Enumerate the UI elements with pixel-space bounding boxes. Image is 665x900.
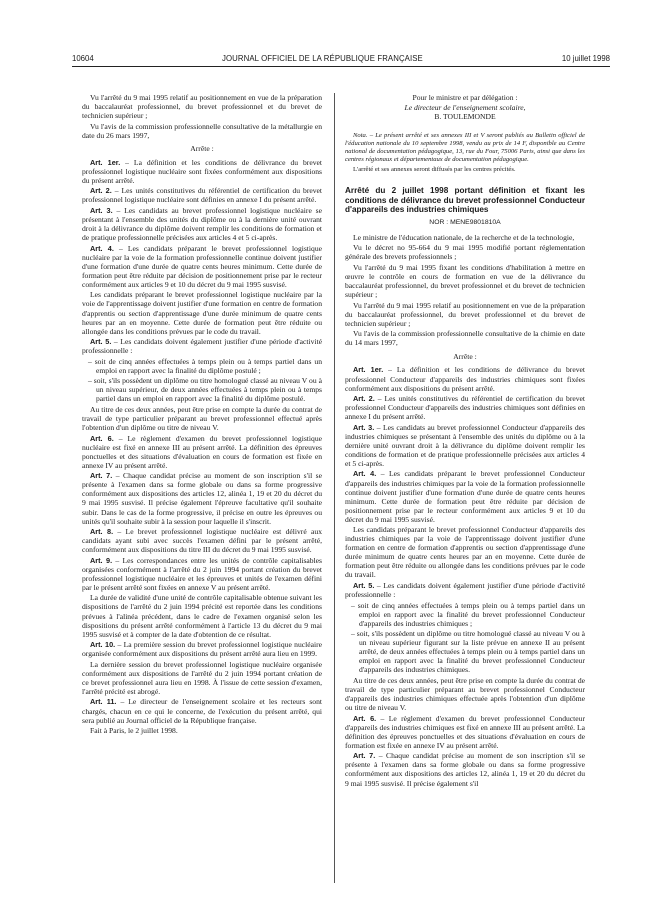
signature-line: Pour le ministre et par délégation : [412, 93, 518, 102]
visa-paragraph: Vu le décret no 95-664 du 9 mai 1995 modifié portant réglementation générale des brevets professionnels ; [345, 243, 585, 262]
article-label: Art. 4. [90, 243, 114, 253]
decree-title: Arrêté du 2 juillet 1998 portant définition et fixant les conditions de délivrance du brevet professionnel Conducteur d'appareils des industries chimiques [345, 186, 585, 215]
article-label: Art. 7. [353, 751, 376, 761]
article-8: Art. 8. – Le brevet professionnel logistique nucléaire est délivré aux candidats ayant subi avec succès l'examen défini par le présent arrêté, conformément aux dispositions du titre III du décret du 9 mai 1995 susvisé. [82, 527, 322, 555]
left-column [82, 93, 322, 737]
visa-paragraph: Le ministre de l'éducation nationale, de la recherche et de la technologie, [353, 232, 575, 242]
page-number: 10604 [72, 54, 94, 63]
article-10-paragraph: La dernière session du brevet professionnel logistique nucléaire organisée conformément aux dispositions de l'arrêté du 2 juin 1994 portant création de ce brevet professionnel aura lieu en 1998. À l'issue de cette session d'examen, l'arrêté précité est abrogé. [82, 659, 322, 696]
signature-place-date: Fait à Paris, le 2 juillet 1998. [90, 726, 178, 736]
article-6: Art. 6. – Le règlement d'examen du brevet professionnel logistique nucléaire est fixé en annexe III au présent arrêté. La définition des épreuves ponctuelles et des situations d'évaluation en cours de formation est fixée en annexe IV au présent arrêté. [82, 433, 322, 470]
article-4-paragraph: Les candidats préparant le brevet professionnel Conducteur d'appareils des industries chimiques par la voie de l'apprentissage doivent justifier d'une formation en centre de formation d'apprentis ou section d'apprentissage d'une durée minimum de quatre cents heures par an en moyenne. Cette durée de formation peut être réduite ou allongée dans les conditions prévues par le code du travail. [345, 525, 585, 580]
article-label: Art. 3. [353, 422, 375, 432]
visa-paragraph: Vu l'arrêté du 9 mai 1995 relatif au positionnement en vue de la préparation du baccalauréat professionnel, du brevet professionnel et du brevet de technicien supérieur ; [345, 300, 585, 328]
column-divider [334, 93, 335, 883]
article-5-item: – soit, s'ils possèdent un diplôme ou titre homologué classé au niveau V ou à un niveau supérieur figurant sur la liste prévue en annexe II au présent arrêté, de deux années effectuées à temps plein ou à temps partiel dans un emploi en rapport avec la finalité du brevet professionnel Conducteur d'appareils des industries chimiques. [351, 629, 585, 675]
journal-title: JOURNAL OFFICIEL DE LA RÉPUBLIQUE FRANÇAISE [222, 54, 423, 63]
article-label: Art. 9. [90, 555, 113, 565]
article-2: Art. 2. – Les unités constitutives du référentiel de certification du brevet professionnel logistique nucléaire sont définies en annexe I du présent arrêté. [82, 186, 322, 205]
article-label: Art. 2. [353, 394, 375, 404]
article-4: Art. 4. – Les candidats préparant le brevet professionnel logistique nucléaire par la voie de la formation professionnelle continue doivent justifier d'une formation d'une durée de quatre cents heures minimum. Cette durée de formation peut être réduite par décision de positionnement prise par le recteur conformément aux articles 9 et 10 du décret du 9 mai 1995 susvisé. [82, 243, 322, 289]
article-label: Art. 7. [90, 471, 113, 481]
article-5-item: – soit, s'ils possèdent un diplôme ou titre homologué classé au niveau V ou à un niveau supérieur, de deux années effectuées à temps plein ou à temps partiel dans un emploi en rapport avec la finalité du diplôme postulé. [88, 376, 322, 404]
article-5-item: – soit de cinq années effectuées à temps plein ou à temps partiel dans un emploi en rapport avec la finalité du brevet professionnel Conducteur d'appareils des industries chimiques ; [351, 600, 585, 628]
right-column [345, 93, 585, 789]
article-label: Art. 2. [90, 186, 112, 196]
article-1: Art. 1er. – La définition et les conditions de délivrance du brevet professionnel Conducteur d'appareils des industries chimiques sont fixées conformément aux dispositions du présent arrêté. [345, 365, 585, 393]
arrete-heading: Arrête : [190, 144, 214, 154]
article-2: Art. 2. – Les unités constitutives du référentiel de certification du brevet professionnel Conducteur d'appareils des industries chimiques sont définies en annexe I du présent arrêté. [345, 394, 585, 422]
article-9: Art. 9. – Les correspondances entre les unités de contrôle capitalisables organisées conformément à l'arrêté du 2 juin 1994 portant création du brevet professionnel logistique nucléaire et les épreuves et unités de l'examen défini par le présent arrêté sont fixées en annexe V au présent arrêté. [82, 555, 323, 592]
article-5-item: – soit de cinq années effectuées à temps plein ou à temps partiel dans un emploi en rapport avec la finalité du diplôme postulé ; [88, 356, 322, 375]
note-paragraph: Nota. – Le présent arrêté et ses annexes III et V seront publiés au Bulletin officiel de l'éducation nationale du 10 septembre 1998, vendu au prix de 14 F, disponible au Centre national de documentation pédagogique, 13, rue du Four, 75006 Paris, ainsi que dans les centres régionaux et départementaux de documentation pédagogique. [345, 131, 585, 164]
article-label: Art. 8. [90, 527, 114, 537]
article-label: Art. 3. [90, 206, 113, 216]
note-paragraph: L'arrêté et ses annexes seront diffusés par les centres précités. [353, 165, 516, 173]
article-3: Art. 3. – Les candidats au brevet professionnel Conducteur d'appareils des industries chimiques se présentant à l'ensemble des unités du diplôme ou à la dernière unité ouvrant droit à la délivrance du diplôme doivent remplir les conditions de formation et de pratique professionnelle précisées aux articles 4 et 5 ci-après. [345, 422, 586, 468]
publication-note [345, 132, 585, 175]
signature-line: Le directeur de l'enseignement scolaire, [404, 102, 526, 112]
article-9-paragraph: La durée de validité d'une unité de contrôle capitalisable obtenue suivant les dispositions de l'arrêté du 2 juin 1994 précité est reportée dans les conditions prévues à l'alinéa précédent, dans le cadre de l'examen organisé selon les dispositions du présent arrêté conformément à l'article 13 du décret du 9 mai 1995 susvisé et à compter de la date d'obtention de ce résultat. [82, 593, 322, 639]
visa-paragraph: Vu l'avis de la commission professionnelle consultative de la métallurgie en date du 26 mars 1997, [82, 121, 322, 140]
article-label: Art. 1er. [90, 157, 121, 167]
arrete-heading: Arrête : [453, 351, 477, 361]
visa-paragraph: Vu l'arrêté du 9 mai 1995 relatif au positionnement en vue de la préparation du baccalauréat professionnel, du brevet professionnel et du brevet de technicien supérieur ; [82, 93, 322, 121]
article-label: Art. 5. [353, 581, 375, 591]
article-label: Art. 6. [90, 433, 114, 443]
article-5: Art. 5. – Les candidats doivent également justifier d'une période d'activité professionnelle : [345, 581, 585, 600]
article-label: Art. 10. [90, 640, 116, 650]
article-6: Art. 6. – Le règlement d'examen du brevet professionnel Conducteur d'appareils des industries chimiques est fixé en annexe III au présent arrêté. La définition des épreuves ponctuelles et des situations d'évaluation en cours de formation est fixée en annexe IV au présent arrêté. [345, 713, 585, 750]
article-label: Art. 1er. [353, 365, 384, 375]
article-label: Art. 11. [90, 697, 117, 707]
article-3: Art. 3. – Les candidats au brevet professionnel logistique nucléaire se présentant à l'ensemble des unités du diplôme ou à la dernière unité ouvrant droit à la délivrance du diplôme doivent remplir les conditions de formation et de pratique professionnelle précisées aux articles 4 et 5 ci-après. [82, 206, 322, 243]
article-label: Art. 6. [353, 713, 377, 723]
article-5-paragraph: Au titre de ces deux années, peut être prise en compte la durée du contrat de travail de type particulier préparant au brevet professionnel Conducteur d'appareils des industries chimiques effectuée après l'obtention d'un diplôme ou titre de niveau V. [345, 676, 585, 713]
nor-reference: NOR : MENE9801810A [429, 218, 501, 226]
journal-header [72, 54, 610, 67]
signatory-name: B. TOULEMONDE [434, 112, 496, 121]
article-11: Art. 11. – Le directeur de l'enseignement scolaire et les recteurs sont chargés, chacun en ce qui le concerne, de l'exécution du présent arrêté, qui sera publié au Journal officiel de la République française. [82, 697, 322, 725]
signature-block [345, 93, 585, 122]
article-10: Art. 10. – La première session du brevet professionnel logistique nucléaire organisée conformément aux dispositions du présent arrêté aura lieu en 1999. [82, 640, 322, 659]
article-1: Art. 1er. – La définition et les conditions de délivrance du brevet professionnel logistique nucléaire sont fixées conformément aux dispositions du présent arrêté. [82, 157, 322, 185]
visa-paragraph: Vu l'arrêté du 9 mai 1995 fixant les conditions d'habilitation à mettre en œuvre le contrôle en cours de formation en vue de la délivrance du baccalauréat professionnel, du brevet professionnel et du brevet de technicien supérieur ; [345, 262, 585, 300]
article-label: Art. 5. [90, 337, 112, 347]
article-5-paragraph: Au titre de ces deux années, peut être prise en compte la durée du contrat de travail de type particulier préparant au brevet professionnel effectué après l'obtention d'un diplôme ou titre de niveau V. [82, 405, 322, 433]
article-7: Art. 7. – Chaque candidat précise au moment de son inscription s'il se présente à l'examen dans sa forme globale ou dans sa forme progressive conformément aux dispositions des articles 12, alinéa 1, 19 et 20 du décret du 9 mai 1995 susvisé. Il précise également l'épreuve facultative qu'il souhaite subir. Dans le cas de la forme progressive, il précise en outre les épreuves ou unités qu'il souhaite subir à la session pour laquelle il s'inscrit. [82, 471, 322, 526]
article-4: Art. 4. – Les candidats préparant le brevet professionnel Conducteur d'appareils des industries chimiques par la voie de la formation professionnelle continue doivent justifier d'une formation d'une durée de quatre cents heures minimum. Cette durée de formation peut être réduite par décision de positionnement prise par le recteur conformément aux articles 9 et 10 du décret du 9 mai 1995 susvisé. [345, 469, 585, 524]
article-label: Art. 4. [353, 469, 377, 479]
article-4-paragraph: Les candidats préparant le brevet professionnel logistique nucléaire par la voie de l'apprentissage doivent justifier d'une formation en centre de formation d'apprentis ou section d'apprentissage d'une durée minimum de quatre cents heures par an en moyenne. Cette durée de formation peut être réduite ou allongée dans les conditions prévues par le code du travail. [82, 290, 322, 336]
visa-paragraph: Vu l'avis de la commission professionnelle consultative de la chimie en date du 14 mars 1997, [345, 329, 585, 348]
issue-date: 10 juillet 1998 [561, 54, 610, 63]
article-5: Art. 5. – Les candidats doivent également justifier d'une période d'activité professionnelle : [82, 337, 322, 356]
article-7: Art. 7. – Chaque candidat précise au moment de son inscription s'il se présente à l'examen dans sa forme globale ou dans sa forme progressive conformément aux dispositions des articles 12, alinéa 1, 19 et 20 du décret du 9 mai 1995 susvisé. Il précise également s'il [345, 751, 585, 788]
